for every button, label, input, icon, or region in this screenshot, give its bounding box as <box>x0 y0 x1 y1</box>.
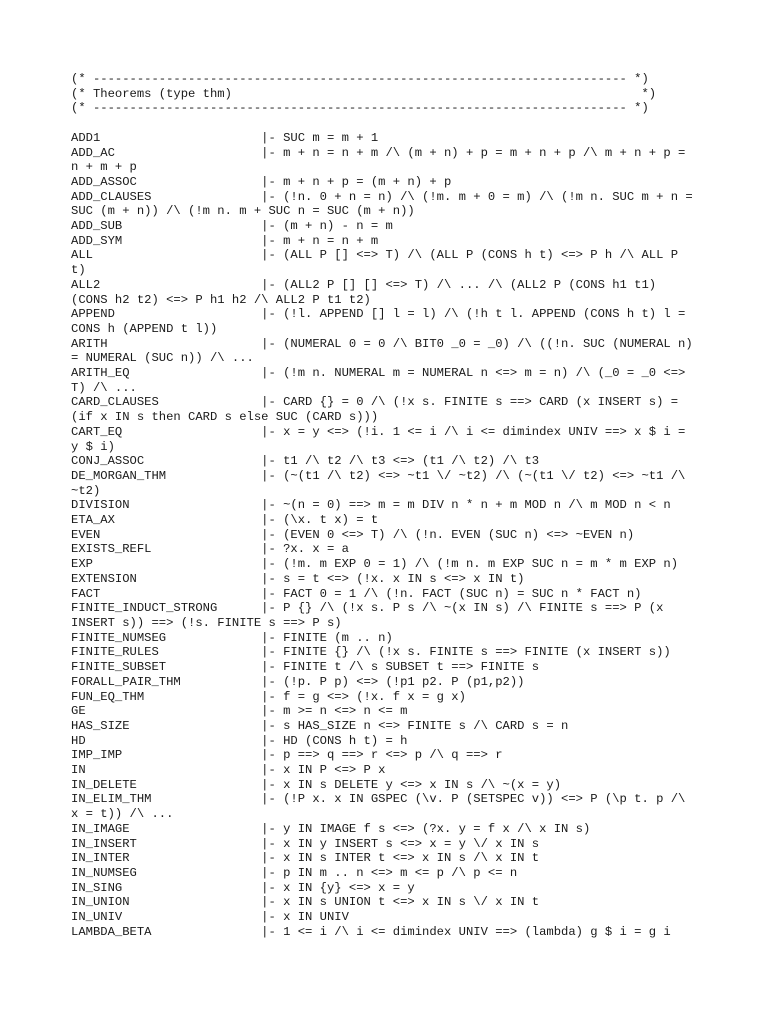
theorem-line: ARITH_EQ |- (!m n. NUMERAL m = NUMERAL n <=> m = n) /\ (_0 = _0 <=> <box>71 366 686 381</box>
theorem-line: APPEND |- (!l. APPEND [] l = l) /\ (!h t l. APPEND (CONS h t) l = <box>71 307 686 322</box>
theorem-line: LAMBDA_BETA |- 1 <= i /\ i <= dimindex UNIV ==> (lambda) g $ i = g i <box>71 924 671 939</box>
theorem-line: FINITE_NUMSEG |- FINITE (m .. n) <box>71 630 393 645</box>
theorem-line: IN_NUMSEG |- p IN m .. n <=> m <= p /\ p <= n <box>71 865 518 880</box>
theorem-line: CONJ_ASSOC |- t1 /\ t2 /\ t3 <=> (t1 /\ t2) /\ t3 <box>71 454 540 469</box>
theorem-line: FORALL_PAIR_THM |- (!p. P p) <=> (!p1 p2. P (p1,p2)) <box>71 674 525 689</box>
document-page <box>71 72 711 939</box>
theorem-line: ADD_CLAUSES |- (!n. 0 + n = n) /\ (!m. m + 0 = m) /\ (!m n. SUC m + n = <box>71 189 693 204</box>
theorem-line: x = t)) /\ ... <box>71 807 174 822</box>
theorem-line: FINITE_SUBSET |- FINITE t /\ s SUBSET t ==> FINITE s <box>71 660 540 675</box>
theorem-line: FINITE_RULES |- FINITE {} /\ (!x s. FINITE s ==> FINITE (x INSERT s)) <box>71 645 671 660</box>
theorem-line: IN_SING |- x IN {y} <=> x = y <box>71 880 415 895</box>
theorem-line: y $ i) <box>71 439 115 454</box>
theorem-line: ALL |- (ALL P [] <=> T) /\ (ALL P (CONS h t) <=> P h /\ ALL P <box>71 248 679 263</box>
theorem-line: IN_INTER |- x IN s INTER t <=> x IN s /\ x IN t <box>71 851 540 866</box>
theorem-line: ETA_AX |- (\x. t x) = t <box>71 513 379 528</box>
theorem-line: ADD_AC |- m + n = n + m /\ (m + n) + p = m + n + p /\ m + n + p = <box>71 145 686 160</box>
theorem-line: GE |- m >= n <=> n <= m <box>71 704 408 719</box>
theorem-line: IN_DELETE |- x IN s DELETE y <=> x IN s /\ ~(x = y) <box>71 777 562 792</box>
theorem-line: FUN_EQ_THM |- f = g <=> (!x. f x = g x) <box>71 689 466 704</box>
theorem-line: ADD_SYM |- m + n = n + m <box>71 233 379 248</box>
header-title: (* Theorems (type thm) *) <box>71 86 657 101</box>
theorem-line: IN_UNIV |- x IN UNIV <box>71 910 349 925</box>
theorem-line: ADD_ASSOC |- m + n + p = (m + n) + p <box>71 174 452 189</box>
theorem-line: CART_EQ |- x = y <=> (!i. 1 <= i /\ i <= dimindex UNIV ==> x $ i = <box>71 424 686 439</box>
theorem-line: DIVISION |- ~(n = 0) ==> m = m DIV n * n + m MOD n /\ m MOD n < n <box>71 498 671 513</box>
theorem-line: ARITH |- (NUMERAL 0 = 0 /\ BIT0 _0 = _0) /\ ((!n. SUC (NUMERAL n) <box>71 336 693 351</box>
theorem-line: FINITE_INDUCT_STRONG |- P {} /\ (!x s. P s /\ ~(x IN s) /\ FINITE s ==> P (x <box>71 601 664 616</box>
theorem-line: CONS h (APPEND t l)) <box>71 321 218 336</box>
theorem-line: IMP_IMP |- p ==> q ==> r <=> p /\ q ==> r <box>71 748 503 763</box>
theorem-line: SUC (m + n)) /\ (!m n. m + SUC n = SUC (m + n)) <box>71 204 415 219</box>
theorem-line: ADD_SUB |- (m + n) - n = m <box>71 219 393 234</box>
theorem-line: INSERT s)) ==> (!s. FINITE s ==> P s) <box>71 616 342 630</box>
theorem-line: EXP |- (!m. m EXP 0 = 1) /\ (!m n. m EXP SUC n = m * m EXP n) <box>71 557 679 572</box>
theorem-line: (if x IN s then CARD s else SUC (CARD s))) <box>71 410 379 425</box>
theorem-line: EVEN |- (EVEN 0 <=> T) /\ (!n. EVEN (SUC n) <=> ~EVEN n) <box>71 527 635 542</box>
theorem-line: DE_MORGAN_THM |- (~(t1 /\ t2) <=> ~t1 \/ ~t2) /\ (~(t1 \/ t2) <=> ~t1 /\ <box>71 468 686 483</box>
theorem-line: = NUMERAL (SUC n)) /\ ... <box>71 351 254 366</box>
theorem-line: IN_ELIM_THM |- (!P x. x IN GSPEC (\v. P (SETSPEC v)) <=> P (\p t. p /\ <box>71 792 686 807</box>
theorem-line: IN_INSERT |- x IN y INSERT s <=> x = y \/ x IN s <box>71 836 540 851</box>
theorem-line: ~t2) <box>71 483 101 498</box>
header-rule-bottom: (* ------------------------------------------------------------------------- *) <box>71 101 649 116</box>
theorem-line: FACT |- FACT 0 = 1 /\ (!n. FACT (SUC n) = SUC n * FACT n) <box>71 586 642 601</box>
theorem-line: IN |- x IN P <=> P x <box>71 763 386 778</box>
theorem-line: T) /\ ... <box>71 380 137 395</box>
theorem-line: n + m + p <box>71 160 137 175</box>
theorem-line: IN_UNION |- x IN s UNION t <=> x IN s \/ x IN t <box>71 895 540 910</box>
theorem-line: EXISTS_REFL |- ?x. x = a <box>71 542 349 557</box>
section-header-comment <box>71 72 711 116</box>
theorem-line: HD |- HD (CONS h t) = h <box>71 733 408 748</box>
theorem-line: (CONS h2 t2) <=> P h1 h2 /\ ALL2 P t1 t2) <box>71 292 371 307</box>
theorem-line: t) <box>71 263 86 278</box>
theorem-line: ALL2 |- (ALL2 P [] [] <=> T) /\ ... /\ (ALL2 P (CONS h1 t1) <box>71 277 657 292</box>
theorem-line: IN_IMAGE |- y IN IMAGE f s <=> (?x. y = f x /\ x IN s) <box>71 821 591 836</box>
theorem-line: ADD1 |- SUC m = m + 1 <box>71 130 379 145</box>
theorem-line: EXTENSION |- s = t <=> (!x. x IN s <=> x IN t) <box>71 571 525 586</box>
theorem-line: HAS_SIZE |- s HAS_SIZE n <=> FINITE s /\ CARD s = n <box>71 718 569 733</box>
header-rule-top: (* ------------------------------------------------------------------------- *) <box>71 72 649 86</box>
theorem-list <box>71 131 711 940</box>
theorem-line: CARD_CLAUSES |- CARD {} = 0 /\ (!x s. FINITE s ==> CARD (x INSERT s) = <box>71 395 679 410</box>
